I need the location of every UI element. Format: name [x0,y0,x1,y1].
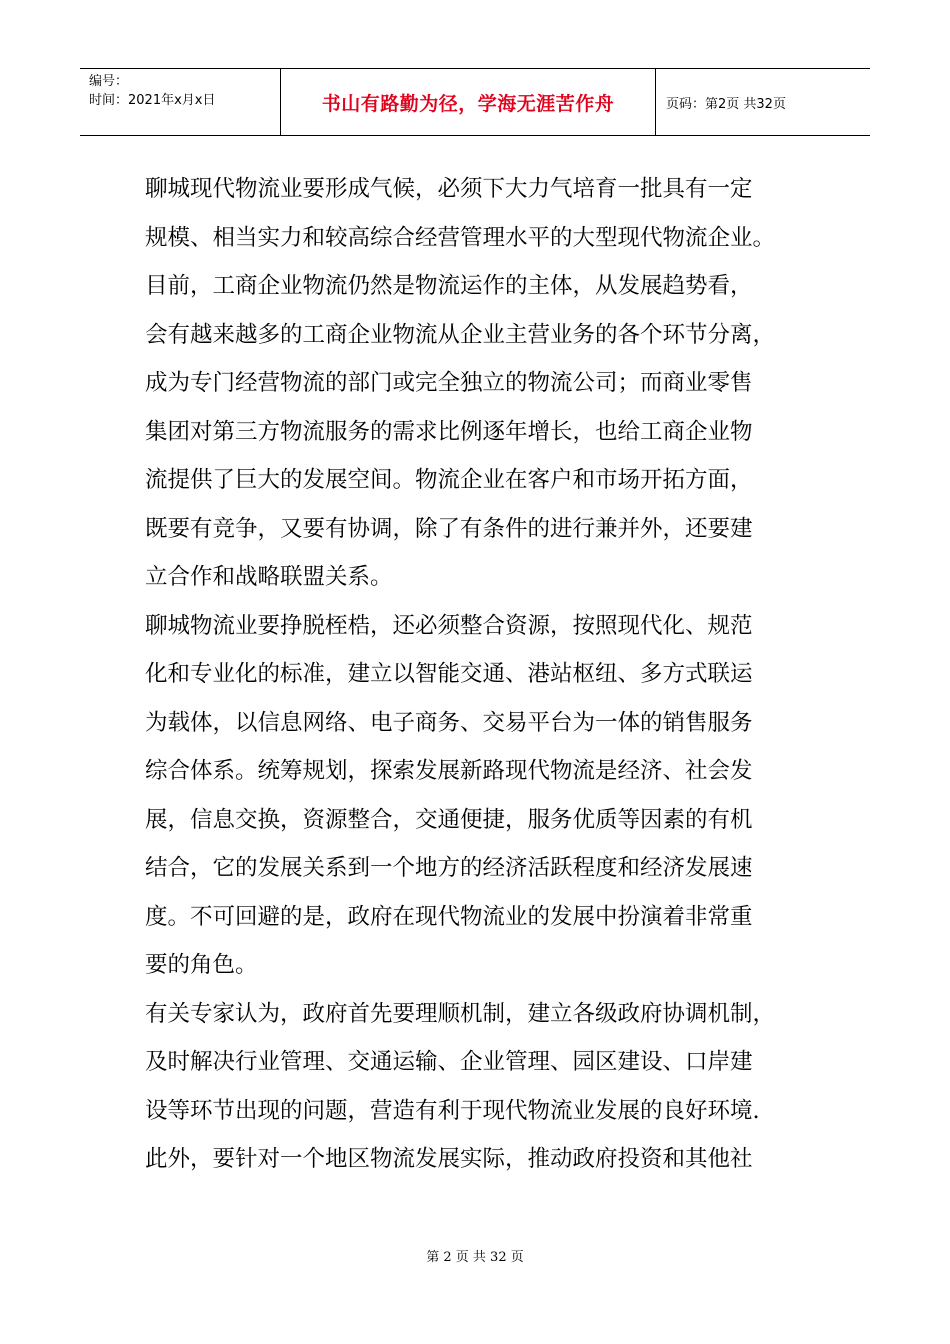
body-line: 聊城现代物流业要形成气候，必须下大力气培育一批具有一定 [145,176,753,202]
body-line: 要的角色。 [145,952,258,978]
body-line: 既要有竞争，又要有协调，除了有条件的进行兼并外，还要建 [145,515,753,542]
header-motto-cell [281,69,656,135]
body-line: 综合体系。统筹规划，探索发展新路现代物流是经济、社会发 [145,758,753,784]
document-body [145,165,825,1184]
footer-page-number: 第 2 页 共 32 页 [426,1250,524,1265]
body-line: 立合作和战略联盟关系。 [145,564,393,590]
body-line: 有关专家认为，政府首先要理顺机制，建立各级政府协调机制， [145,1000,776,1027]
header-page-cell [656,69,870,135]
page-info: 页码：第2页 共32页 [666,96,786,112]
body-line: 及时解决行业管理、交通运输、企业管理、园区建设、口岸建 [145,1049,753,1075]
body-line: 聊城物流业要挣脱桎梏，还必须整合资源，按照现代化、规范 [145,612,753,639]
body-line: 目前，工商企业物流仍然是物流运作的主体，从发展趋势看， [145,273,753,299]
motto-text: 书山有路勤为径，学海无涯苦作舟 [321,92,615,115]
header-meta-cell [80,69,281,135]
body-line: 此外，要针对一个地区物流发展实际，推动政府投资和其他社 [145,1146,753,1172]
page-footer [0,1246,950,1265]
body-line: 规模、相当实力和较高综合经营管理水平的大型现代物流企业。 [145,224,776,251]
number-label: 编号： [89,74,129,89]
document-header [80,68,870,136]
body-line: 集团对第三方物流服务的需求比例逐年增长，也给工商企业物 [145,418,753,445]
body-line: 度。不可回避的是，政府在现代物流业的发展中扮演着非常重 [145,903,753,930]
body-line: 为载体，以信息网络、电子商务、交易平台为一体的销售服务 [145,709,753,736]
body-line: 流提供了巨大的发展空间。物流企业在客户和市场开拓方面， [145,467,753,493]
body-line: 会有越来越多的工商企业物流从企业主营业务的各个环节分离， [145,321,776,348]
body-line: 结合，它的发展关系到一个地方的经济活跃程度和经济发展速 [145,855,753,881]
body-line: 化和专业化的标准，建立以智能交通、港站枢纽、多方式联运 [145,661,753,687]
time-label: 时间：2021年x月x日 [89,93,216,108]
body-line: 设等环节出现的问题，营造有利于现代物流业发展的良好环境. [145,1097,760,1124]
body-line: 成为专门经营物流的部门或完全独立的物流公司；而商业零售 [145,370,753,396]
body-line: 展，信息交换，资源整合，交通便捷，服务优质等因素的有机 [145,806,753,833]
